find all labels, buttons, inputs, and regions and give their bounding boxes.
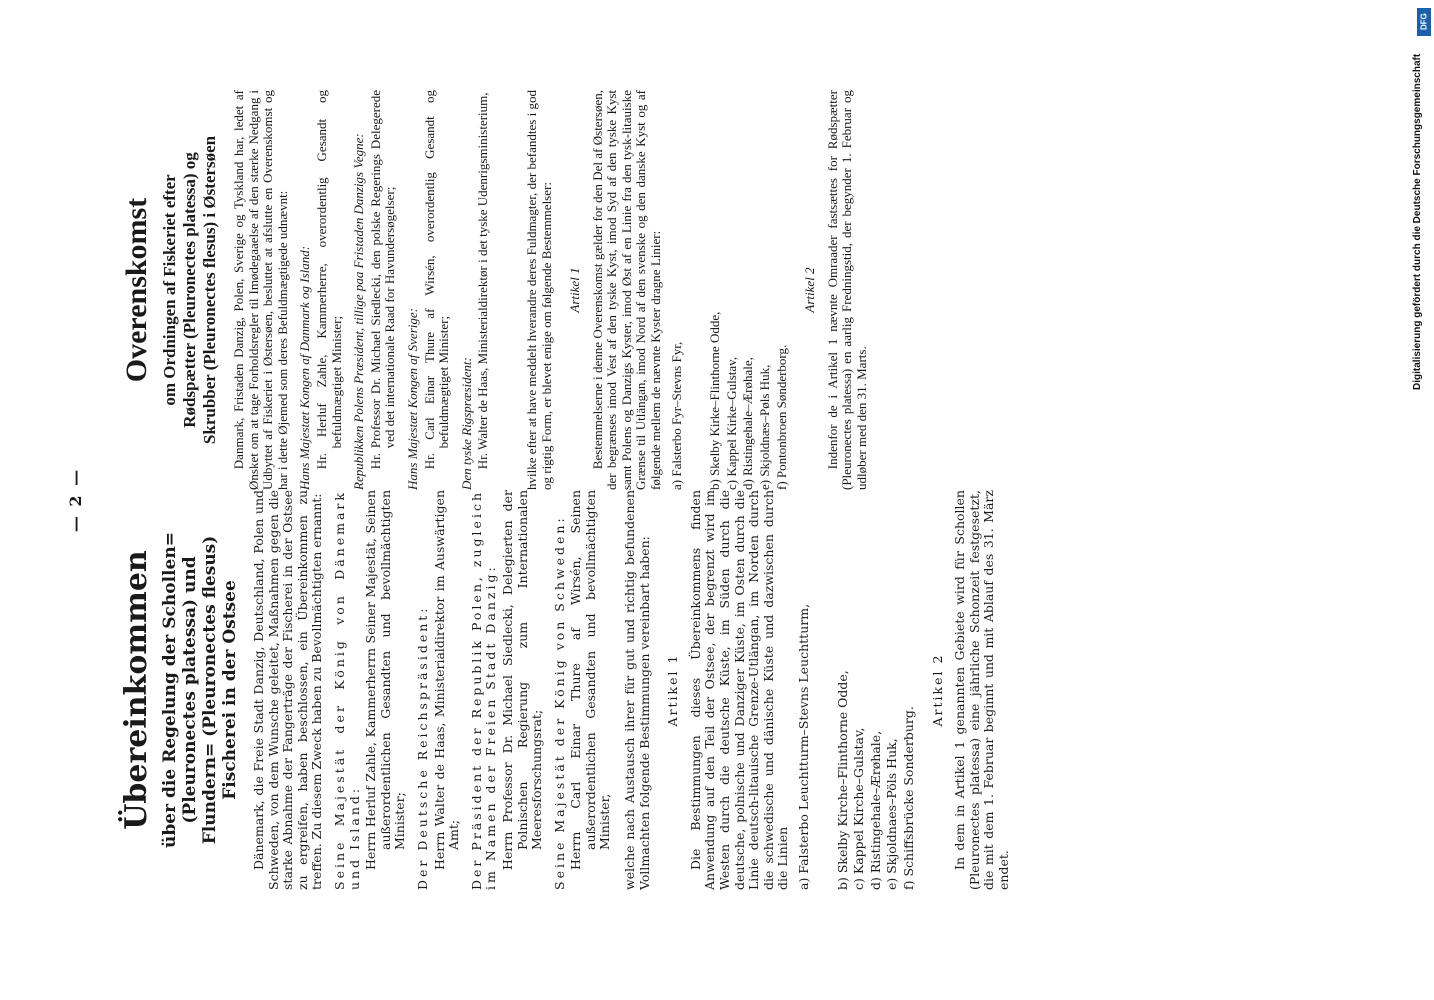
list-item: b) Skelby Kirche–Flinthorne Odde, — [834, 670, 850, 890]
danish-party-head: Hans Majestæt Kongen af Sverige: — [404, 308, 420, 490]
list-item: d) Ristingehale–Ærøhale, — [867, 730, 883, 890]
danish-article1-text: Bestemmelserne i denne Overenskomst gælder for den Del af Østersøen, der begrænses imod Vest af den tyske Kyst, imod Syd af den tyske Kyst samt Polens og Danzigs Kyster, imod Øst af en Linie fra den tysk-litauiske Grænse til Utlängan, imod Nord af den svenske og den danske Kyst og af følgende mellem de nævnte Kyster dragne Linier: — [589, 90, 664, 490]
danish-party-head: Den tyske Rigspræsident: — [458, 357, 474, 490]
danish-title: Overenskomst — [120, 197, 153, 383]
german-party-head: Der Präsident der Republik Polen, zugleich im Namen der Freien Stadt Danzig: — [468, 490, 499, 890]
german-party-rep: Herrn Walter de Haas, Ministerialdirektor im Auswärtigen Amt; — [431, 490, 462, 870]
german-article2-text: In dem in Artikel 1 genannten Gebiete wird für Schollen (Pleuronectes platessa) eine jährliche Schonzeit festgesetzt, die mit dem 1. Februar beginnt und mit Ablauf des 31. März endet. — [952, 490, 1011, 890]
list-item: a) Falsterbo Fyr–Stevns Fyr, — [668, 341, 684, 490]
danish-column — [120, 90, 876, 490]
german-title: Übereinkommen — [119, 550, 154, 830]
german-subtitle: über die Regelung der Schollen= (Pleuronectes platessa) und Flundern= (Pleuronectes flesus) Fischerei in der Ostsee — [160, 532, 240, 848]
german-party-head: Der Deutsche Reichspräsident: — [414, 605, 430, 890]
list-item: c) Kappel Kirke–Gulstav, — [723, 356, 739, 490]
danish-party-rep: Hr. Walter de Haas, Ministerialdirektør i det tyske Udenrigsministerium, — [475, 92, 491, 470]
dfg-logo-badge: DFG — [1417, 8, 1431, 36]
list-item: b) Skelby Kirke–Flinthorne Odde, — [707, 311, 723, 490]
german-article2-heading: Artikel 2 — [929, 653, 945, 727]
danish-article1-heading: Artikel 1 — [567, 267, 583, 313]
german-column — [120, 490, 1018, 890]
digitization-credit — [1412, 6, 1428, 390]
german-party-rep: Herrn Carl Einar Thure af Wirsén, Seinen außerordentlichen Gesandten und bevollmächtigten Minister, — [568, 490, 613, 870]
german-article1-heading: Artikel 1 — [665, 653, 681, 727]
german-lines-list — [797, 490, 917, 890]
danish-article2-text: Indenfor de i Artikel 1 nævnte Omraader fastsættes for Rødspætter (Pleuronectes platessa) en aarlig Fredningstid, der begynder 1. Februar og udløber med den 31. Marts. — [824, 90, 869, 490]
list-item: e) Skjoldnæs–Pøls Huk, — [757, 364, 773, 490]
list-item: f) Schiffsbrücke Sonderburg. — [900, 706, 916, 890]
danish-party-head: Hans Majestæt Kongen af Danmark og Island: — [297, 245, 313, 490]
danish-party-rep: Hr. Carl Einar Thure af Wirsén, overordentlig Gesandt og befuldmægtiget Minister; — [421, 90, 452, 470]
danish-closing: hvilke efter at have meddelt hverandre deres Fuldmagter, der befandtes i god og rigtig Form, er blevet enige om følgende Bestemmelser: — [523, 90, 554, 490]
danish-intro: Danmark, Fristaden Danzig, Polen, Sverige og Tyskland har, ledet af Ønsket om at tage Forholdsregler til Imødegaaelse af den stærke Nedgang i Udbyttet af Fiskeriet i Østersøen, besluttet at afslutte en Overenskomst og har i dette Øjemed som deres Befuldmægtigede udnævnt: — [231, 90, 290, 490]
list-item: d) Ristingehale–Ærøhale, — [740, 357, 756, 490]
german-party-rep: Herrn Professor Dr. Michael Siedlecki, Delegierten der Polnischen Regierung zum Internationalen Meeresforschungsrat; — [499, 490, 545, 870]
danish-article2-heading: Artikel 2 — [802, 267, 818, 313]
danish-lines-list — [670, 90, 790, 490]
german-party-head: Seine Majestät der König von Schweden: — [551, 515, 567, 890]
german-party-head: Seine Majestät der König von Dänemark und Island: — [331, 490, 362, 890]
danish-subtitle: om Ordningen af Fiskeriet efter Rødspætter (Pleuronectes platessa) og Skrubber (Pleuronectes flesus) i Østersøen — [160, 135, 219, 445]
danish-party-rep: Hr. Herluf Zahle, Kammerherre, overordentlig Gesandt og befuldmægtiget Minister; — [313, 90, 344, 470]
list-item: e) Skjoldnaes–Pöls Huk, — [884, 738, 900, 890]
danish-party-rep: Hr. Professor Dr. Michael Siedlecki, den polske Regerings Delegerede ved det internationale Raad for Havundersøgelser; — [367, 90, 398, 470]
list-item: c) Kappel Kirche–Gulstav, — [851, 727, 867, 890]
list-item: a) Falsterbo Leuchtturm–Stevns Leuchtturm, — [796, 603, 811, 890]
danish-party-head: Republikken Polens Præsident, tillige paa Fristaden Danzigs Vegne: — [351, 133, 367, 490]
german-article1-text: Die Bestimmungen dieses Übereinkommens finden Anwendung auf den Teil der Ostsee, der begrenzt wird im Westen durch die deutsche Küste, im Süden durch die deutsche, polnische und Danziger Küste, im Osten durch die Linie deutsch-litauische Grenze-Utlängan, im Norden durch die schwedische und dänische Küste und dazwischen durch die Linien — [687, 490, 791, 890]
digitization-credit-text: Digitalisierung gefördert durch die Deutsche Forschungsgemeinschaft — [1412, 53, 1423, 390]
page-number: — 2 — — [66, 467, 85, 533]
german-party-rep: Herrn Herluf Zahle, Kammerherrn Seiner Majestät, Seinen außerordentlichen Gesandten und bevollmächtigten Minister; — [363, 490, 408, 870]
list-item: f) Pontonbroen Sønderborg. — [773, 344, 789, 490]
german-closing: welche nach Austausch ihrer für gut und richtig befundenen Vollmachten folgende Bestimmungen vereinbart haben: — [622, 490, 652, 890]
german-intro: Dänemark, die Freie Stadt Danzig, Deutschland, Polen und Schweden, von dem Wunsche geleitet, Maßnahmen gegen die starke Abnahme der Fangerträge der Fischerei in der Ostsee zu ergreifen, haben beschlossen, ein Übereinkommen zu treffen. Zu diesem Zweck haben zu Bevollmächtigten ernannt: — [251, 490, 325, 890]
